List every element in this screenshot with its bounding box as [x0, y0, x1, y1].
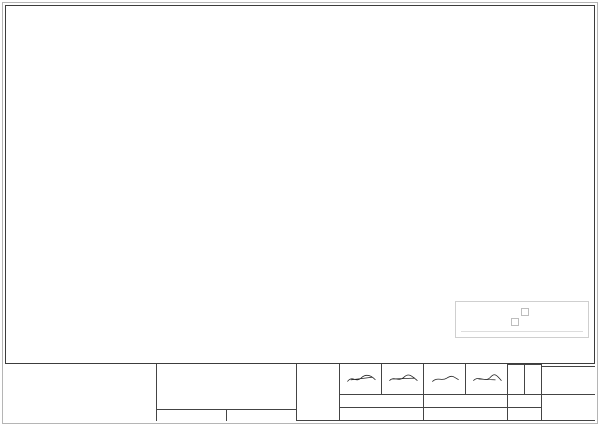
drawing-scale [423, 408, 507, 421]
approval-grid [297, 364, 595, 421]
signature-scribble [344, 365, 378, 393]
sheet-quantity-label [542, 367, 595, 369]
revision-value-1 [507, 395, 541, 408]
logo-square-solid [521, 318, 529, 326]
sign-cell-approver [465, 364, 507, 395]
signature-scribble [386, 365, 420, 393]
revision-col-ngay [525, 365, 541, 394]
revision-col-lan [508, 365, 525, 394]
sign-cell-designer [381, 364, 423, 395]
brand-tagline [461, 328, 583, 332]
project-cell [157, 364, 297, 421]
sign-cell-lead [339, 364, 381, 395]
signature-scribble [428, 365, 462, 393]
logo-square-outline [521, 308, 529, 316]
title-block [5, 363, 595, 421]
sign-cell-drafter [423, 364, 465, 395]
sheet-info-cell [541, 364, 595, 395]
sign-cell-director [297, 364, 339, 421]
designer-name [157, 410, 227, 421]
dossier-set [423, 395, 507, 408]
company-cell [5, 364, 157, 421]
logo-row [461, 306, 583, 326]
revision-table [507, 364, 541, 395]
signature-scribble [470, 365, 504, 393]
sheet-symbol-label [541, 395, 595, 421]
logo-squares-icon [511, 308, 529, 326]
brand-block [455, 301, 589, 338]
logo-square-solid [511, 308, 519, 316]
issue-date [339, 408, 423, 421]
logo-square-outline [511, 318, 519, 326]
contract-number [339, 395, 423, 408]
revision-value-2 [507, 408, 541, 421]
owner-name [227, 410, 296, 421]
